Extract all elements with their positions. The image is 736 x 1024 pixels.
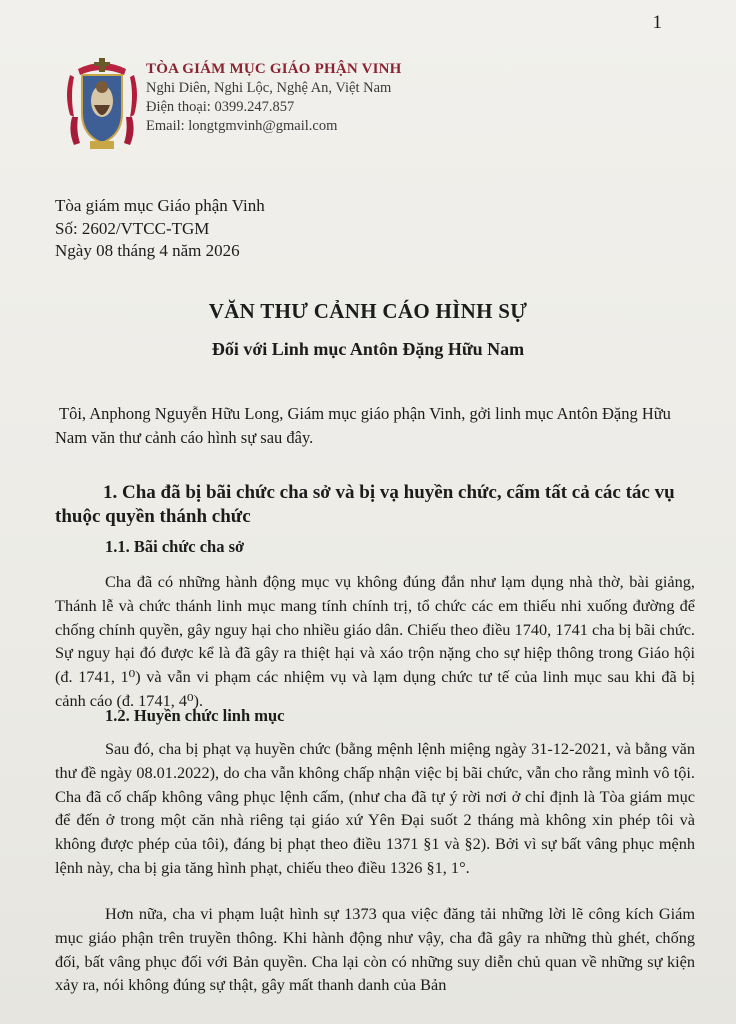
episcopal-coat-of-arms-icon (64, 55, 140, 155)
issue-date: Ngày 08 tháng 4 năm 2026 (55, 241, 240, 260)
letterhead-address: Nghi Diên, Nghi Lộc, Nghệ An, Việt Nam (146, 80, 392, 96)
letterhead (146, 60, 402, 136)
subsection-1-1-heading: 1.1. Bãi chức cha sở (105, 537, 245, 556)
intro-paragraph: Tôi, Anphong Nguyễn Hữu Long, Giám mục giáo phận Vinh, gởi linh mục Antôn Đặng Hữu Nam văn thư cảnh cáo hình sự sau đây. (55, 404, 671, 447)
issuer-line: Tòa giám mục Giáo phận Vinh (55, 196, 265, 215)
letterhead-email: Email: longtgmvinh@gmail.com (146, 118, 338, 134)
subsection-1-2-heading: 1.2. Huyền chức linh mục (105, 706, 285, 725)
section-1-heading: 1. Cha đã bị bãi chức cha sở và bị vạ huyền chức, cấm tất cả các tác vụ thuộc quyền thánh chức (55, 482, 675, 527)
paragraph-3-text: Hơn nữa, cha vi phạm luật hình sự 1373 qua việc đăng tải những lời lẽ công kích Giám mục giáo phận trên truyền thông. Khi hành động như vậy, cha đã gây ra những thù ghét, chống đối, bất vâng phục đối với Bản quyền. Cha lại còn có những suy diễn chủ quan về những sự kiện xảy ra, nói không đúng sự thật, gây mất thanh danh của Bản (55, 904, 695, 995)
document-title: VĂN THƯ CẢNH CÁO HÌNH SỰ (208, 299, 528, 323)
page-number: 1 (652, 12, 662, 33)
reference-number: Số: 2602/VTCC-TGM (55, 218, 210, 238)
subsection-1-2-text: Sau đó, cha bị phạt vạ huyền chức (bằng mệnh lệnh miệng ngày 31-12-2021, và bằng văn thư đề ngày 08.01.2022), do cha vẫn không chấp nhận việc bị bãi chức, vẫn cho rằng mình vô tội. Cha đã cố chấp không vâng phục lệnh cấm, (như cha đã tự ý rời nơi ở chỉ định là Tòa giám mục để đến ở trong một căn nhà riêng tại giáo xứ Yên Đại suốt 2 tháng mà không xin phép tôi và không được phép của tôi), đáng bị phạt theo điều 1371 §1 và §2). Bởi vì sự bất vâng phục mệnh lệnh này, cha bị gia tăng hình phạt, chiếu theo điều 1326 §1, 1°. (55, 739, 695, 877)
letterhead-phone: Điện thoại: 0399.247.857 (146, 99, 295, 115)
subsection-1-1-text: Cha đã có những hành động mục vụ không đúng đắn như lạm dụng nhà thờ, bài giảng, Thánh lễ và chức thánh linh mục mang tính chính trị, tổ chức các em thiếu nhi xuống đường để chống chính quyền, gây nguy hại cho nhiều giáo dân. Chiếu theo điều 1740, 1741 cha bị bãi chức. Sự nguy hại đó được kể là đã gây ra thiệt hại và xáo trộn nặng cho sự hiệp thông trong Giáo hội (đ. 1741, 1⁰) và vẫn vi phạm các nhiệm vụ và lạm dụng chức tư tế của linh mục sau khi đã bị cảnh cáo (đ. 1741, 4⁰). (55, 572, 695, 710)
document-subtitle: Đối với Linh mục Antôn Đặng Hữu Nam (211, 339, 525, 359)
letterhead-organization: TÒA GIÁM MỤC GIÁO PHẬN VINH (146, 61, 402, 77)
document-meta (55, 195, 265, 263)
